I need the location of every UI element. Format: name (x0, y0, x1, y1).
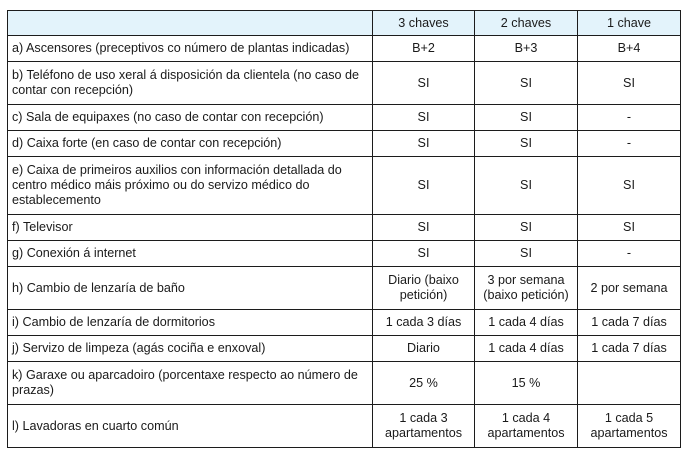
cell-2-chaves: 1 cada 4 días (475, 336, 578, 362)
cell-2-chaves: SI (475, 62, 578, 105)
cell-1-chave (578, 362, 681, 405)
table-row-lenzaria-dormitorios (8, 310, 681, 336)
cell-3-chaves: SI (373, 131, 475, 157)
cell-2-chaves: 1 cada 4 apartamentos (475, 405, 578, 448)
table-row-sala-equipaxes (8, 105, 681, 131)
table-row-ascensores (8, 36, 681, 62)
row-label: a) Ascensores (preceptivos co número de plantas indicadas) (8, 36, 373, 62)
row-label: k) Garaxe ou aparcadoiro (porcentaxe respecto ao número de prazas) (8, 362, 373, 405)
cell-1-chave: 1 cada 5 apartamentos (578, 405, 681, 448)
row-label: i) Cambio de lenzaría de dormitorios (8, 310, 373, 336)
cell-2-chaves: 15 % (475, 362, 578, 405)
table-row-primeiros-auxilios (8, 157, 681, 215)
cell-1-chave: SI (578, 62, 681, 105)
cell-3-chaves: SI (373, 62, 475, 105)
header-3-chaves: 3 chaves (373, 11, 475, 36)
cell-2-chaves: SI (475, 215, 578, 241)
cell-2-chaves: SI (475, 131, 578, 157)
table-header-row (8, 11, 681, 36)
cell-1-chave: - (578, 241, 681, 267)
table-row-internet (8, 241, 681, 267)
cell-3-chaves: Diario (373, 336, 475, 362)
row-label: l) Lavadoras en cuarto común (8, 405, 373, 448)
table-row-lenzaria-bano (8, 267, 681, 310)
cell-3-chaves: Diario (baixo petición) (373, 267, 475, 310)
cell-1-chave: 1 cada 7 días (578, 310, 681, 336)
cell-1-chave: SI (578, 157, 681, 215)
cell-3-chaves: B+2 (373, 36, 475, 62)
cell-2-chaves: 1 cada 4 días (475, 310, 578, 336)
table-row-telefono (8, 62, 681, 105)
cell-1-chave: - (578, 131, 681, 157)
cell-3-chaves: SI (373, 157, 475, 215)
cell-2-chaves: B+3 (475, 36, 578, 62)
row-label: b) Teléfono de uso xeral á disposición da clientela (no caso de contar con recepción) (8, 62, 373, 105)
row-label: c) Sala de equipaxes (no caso de contar con recepción) (8, 105, 373, 131)
table-row-garaxe (8, 362, 681, 405)
cell-3-chaves: SI (373, 241, 475, 267)
cell-1-chave: 2 por semana (578, 267, 681, 310)
header-1-chave: 1 chave (578, 11, 681, 36)
cell-1-chave: SI (578, 215, 681, 241)
header-blank (8, 11, 373, 36)
cell-2-chaves: SI (475, 105, 578, 131)
cell-3-chaves: 1 cada 3 días (373, 310, 475, 336)
cell-1-chave: B+4 (578, 36, 681, 62)
header-2-chaves: 2 chaves (475, 11, 578, 36)
table-row-limpeza (8, 336, 681, 362)
cell-2-chaves: SI (475, 241, 578, 267)
requirements-table (7, 10, 681, 448)
cell-3-chaves: 1 cada 3 apartamentos (373, 405, 475, 448)
row-label: d) Caixa forte (en caso de contar con recepción) (8, 131, 373, 157)
row-label: g) Conexión á internet (8, 241, 373, 267)
cell-2-chaves: 3 por semana (baixo petición) (475, 267, 578, 310)
table-row-caixa-forte (8, 131, 681, 157)
cell-3-chaves: 25 % (373, 362, 475, 405)
table-row-televisor (8, 215, 681, 241)
cell-3-chaves: SI (373, 215, 475, 241)
row-label: f) Televisor (8, 215, 373, 241)
row-label: e) Caixa de primeiros auxilios con información detallada do centro médico máis próximo ou do servizo médico do establecemento (8, 157, 373, 215)
row-label: h) Cambio de lenzaría de baño (8, 267, 373, 310)
cell-1-chave: - (578, 105, 681, 131)
cell-3-chaves: SI (373, 105, 475, 131)
cell-1-chave: 1 cada 7 días (578, 336, 681, 362)
row-label: j) Servizo de limpeza (agás cociña e enxoval) (8, 336, 373, 362)
table-row-lavadoras (8, 405, 681, 448)
cell-2-chaves: SI (475, 157, 578, 215)
